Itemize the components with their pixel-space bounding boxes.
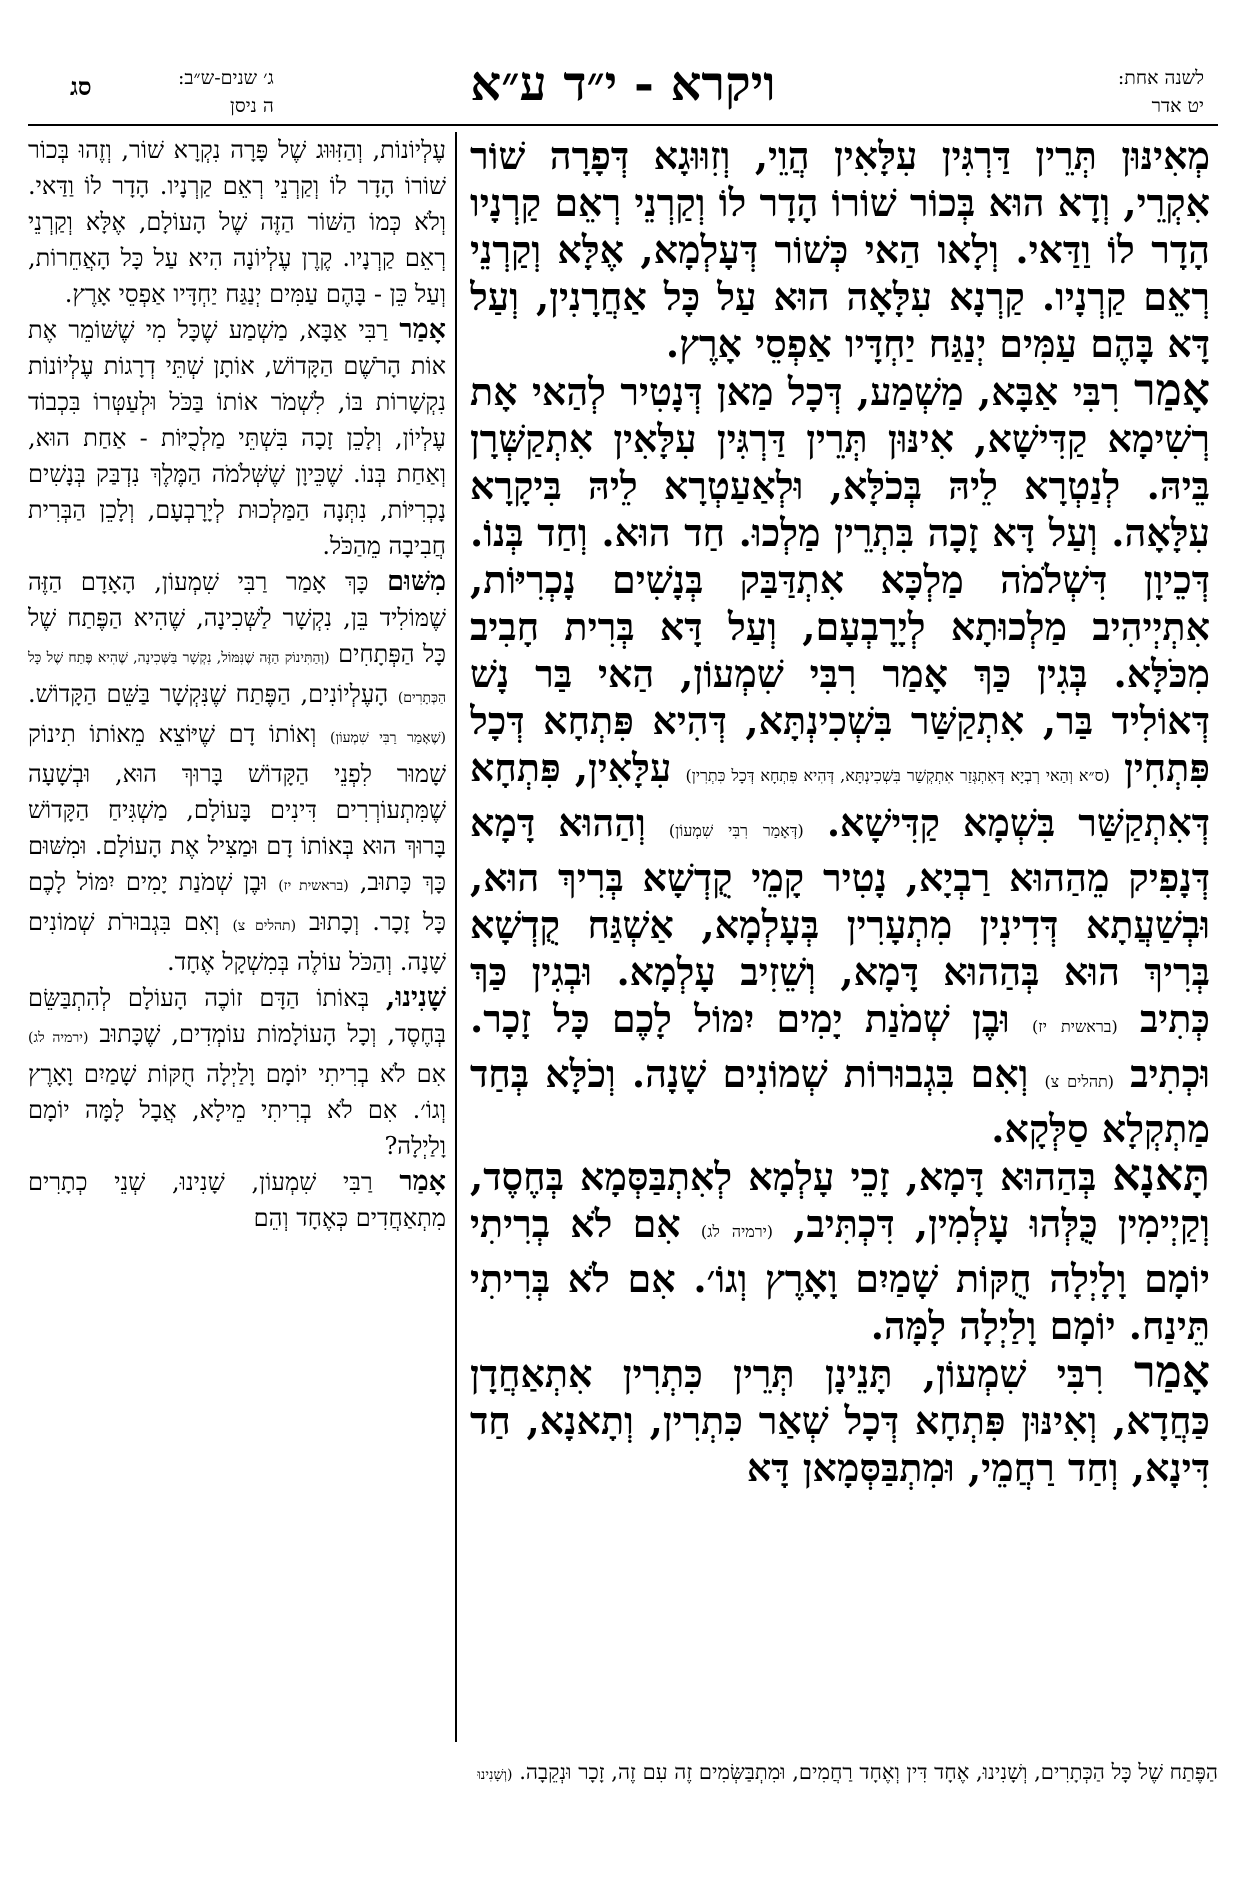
schedule-label-three-years: ג׳ שנים-ש״ב: <box>178 67 274 89</box>
daily-schedule-left <box>178 64 274 120</box>
page-title: ויקרא - י״ד ע״א <box>470 56 776 112</box>
attribution-note: (שֶׁאָמַר רַבִּי שִׁמְעוֹן) <box>330 730 446 746</box>
variant-note: (ס״א וְהַאי רְבְיָא דְּאִתְגְּזַר אִתְקְשַׁר בִּשְׁכִינְתָּא, דְּהִיא פִּתְחָא דְּכָל כִּתְרִין) <box>685 766 1110 785</box>
verse-reference: (בראשית יז) <box>1032 1017 1118 1036</box>
page-number: סג <box>70 72 92 101</box>
main-paragraph-1: מְאִינּוּן תְּרֵין דַּרְגִּין עִלָּאִין הֲוֵי, וְזִוּוּגָא דְּפָרָה שׁוֹר אִקְרֵי, וְדָא הוּא בְּכוֹר שׁוֹרוֹ הָדָר לוֹ וְקַרְנֵי רְאֵם קַרְנָיו הָדָר לוֹ וַדַּאי. וְלָאו הַאי כְּשׁוֹר דְּעָלְמָא, אֶלָּא וְקַרְנֵי רְאֵם קַרְנָיו. קַרְנָא עִלָּאָה הוּא עַל כָּל אַחֲרָנִין, וְעַל דָּא בָּהֶם עַמִּים יְנַגַּח יַחְדָּיו אַפְסֵי אָרֶץ. <box>470 133 1210 366</box>
side-paragraph-1: עֶלְיוֹנוֹת, וְהַזִּוּוּג שֶׁל פָּרָה נִקְרָא שׁוֹר, וְזֶהוּ בְּכוֹר שׁוֹרוֹ הָדָר לוֹ וְקַרְנֵי רְאֵם קַרְנָיו. הָדָר לוֹ וַדַּאי. וְלֹא כְּמוֹ הַשּׁוֹר הַזֶּה שֶׁל הָעוֹלָם, אֶלָּא וְקַרְנֵי רְאֵם קַרְנָיו. קֶרֶן עֶלְיוֹנָה הִיא עַל כָּל הָאֲחֵרוֹת, וְעַל כֵּן - בָּהֶם עַמִּים יְנַגַּח יַחְדָּיו אַפְסֵי אָרֶץ. <box>28 136 446 308</box>
side-paragraph-4: שָׁנִינוּ, בְּאוֹתוֹ הַדָּם זוֹכֶה הָעוֹלָם לְהִתְבַּשֵּׂם בְּחֶסֶד, וְכָל הָעוֹלָמוֹת עוֹמְדִים, שֶׁכָּתוּב (ירמיה לג) אִם לֹא בְרִיתִי יוֹמָם וָלַיְלָה חֻקּוֹת שָׁמַיִם וָאָרֶץ וְגוֹ׳. אִם לֹא בְרִיתִי מֵילָא, אֲבָל לָמָּה יוֹמָם וָלַיְלָה? <box>28 982 446 1160</box>
footer-text: הַפֶּתַח שֶׁל כָּל הַכְּתָרִים, וְשָׁנִינוּ, אֶחָד דִּין וְאֶחָד רַחֲמִים, וּמִתְבַּשְּׂמִים זֶה עִם זֶה, זָכָר וּנְקֵבָה. <box>519 1760 1218 1784</box>
column-divider <box>455 132 457 1742</box>
schedule-label-one-year: לשנה אחת: <box>1117 67 1204 89</box>
main-paragraph-4: אָמַר רִבִּי שִׁמְעוֹן, תָּנֵינָן תְּרֵין כִּתְרִין אִתְאַחֲדָן כַּחֲדָא, וְאִינּוּן פִּתְחָא דְּכָל שְׁאַר כִּתְרִין, וְתָאנָא, חַד דִּינָא, וְחַד רַחֲמֵי, וּמִתְבַּסְּמָאן דָּא <box>470 1347 1210 1490</box>
paragraph-opener: שָׁנִינוּ, <box>385 982 446 1013</box>
footer-continuation <box>28 1756 1218 1791</box>
side-paragraph-5: אָמַר רַבִּי שִׁמְעוֹן, שָׁנִינוּ, שְׁנֵי כְתָרִים מִתְאַחֲדִים כְּאֶחָד וְהֵם <box>28 1166 446 1232</box>
attribution-note: (דְּאָמַר רִבִּי שִׁמְעוֹן) <box>668 821 804 840</box>
aramaic-main-column <box>470 132 1210 1747</box>
verse-reference: (ירמיה לג) <box>700 1222 774 1241</box>
main-paragraph-3: תָּאנָא בְּהַהוּא דָּמָא, זָכֵי עָלְמָא לְאִתְבַּסְּמָא בְּחֶסֶד, וְקַיְימִין כֻּלְּהוּ עָלְמִין, דִּכְתִּיב, (ירמיה לג) אִם לֹא בְרִיתִי יוֹמָם וָלָיְלָה חֻקּוֹת שָׁמַיִם וָאָרֶץ וְגוֹ׳. אִם לֹא בְּרִיתִי תֵּינַח. יוֹמָם וָלַיְלָה לָמָּה. <box>470 1150 1210 1348</box>
variant-note: (וְהַתִּינוֹק הַזֶּה שֶׁנִּמּוֹל, נִקְשָׁר בַּשְּׁכִינָה, שֶׁהִיא פֶּתַח שֶׁל כָּל הַכְּתָרִים) <box>28 650 446 706</box>
verse-reference: (תהלים צ) <box>232 918 297 934</box>
hebrew-translation-column <box>28 132 446 1747</box>
schedule-date-one-year: יט אדר <box>1151 95 1204 117</box>
side-paragraph-3: מִשּׁוּם כָּךְ אָמַר רַבִּי שִׁמְעוֹן, הָאָדָם הַזֶּה שֶׁמּוֹלִיד בֵּן, נִקְשָׁר לַשְּׁכִינָה, שֶׁהִיא הַפֶּתַח שֶׁל כָּל הַפְּתָחִים (וְהַתִּינוֹק הַזֶּה שֶׁנִּמּוֹל, נִקְשָׁר בַּשְּׁכִינָה, שֶׁהִיא פֶּתַח שֶׁל כָּל הַכְּתָרִים) הָעֶלְיוֹנִים, הַפֶּתַח שֶׁנִּקְשָׁר בַּשֵּׁם הַקָּדוֹשׁ. (שֶׁאָמַר רַבִּי שִׁמְעוֹן) וְאוֹתוֹ דָם שֶׁיּוֹצֵא מֵאוֹתוֹ תִינוֹק שָׁמוּר לִפְנֵי הַקָּדוֹשׁ בָּרוּךְ הוּא, וּבְשָׁעָה שֶׁמִּתְעוֹרְרִים דִּינִים בָּעוֹלָם, מַשְׁגִּיחַ הַקָּדוֹשׁ בָּרוּךְ הוּא בְּאוֹתוֹ דָם וּמַצִּיל אֶת הָעוֹלָם. וּמִשּׁוּם כָּךְ כָּתוּב, (בראשית יז) וּבֶן שְׁמֹנַת יָמִים יִמּוֹל לָכֶם כָּל זָכָר. וְכָתוּב (תהלים צ) וְאִם בִּגְבוּרֹת שְׁמוֹנִים שָׁנָה. וְהַכֹּל עוֹלֶה בְּמִשְׁקָל אֶחָד. <box>28 566 446 976</box>
page-header <box>28 50 1218 130</box>
verse-reference: (תהלים צ) <box>1044 1072 1115 1091</box>
paragraph-opener: אָמַר <box>399 1166 446 1197</box>
header-rule <box>28 124 1218 126</box>
paragraph-opener: אָמַר <box>399 314 446 345</box>
footer-catchword: (וְשָׁנִינוּ <box>477 1767 513 1783</box>
verse-reference: (בראשית יז) <box>278 878 349 894</box>
side-paragraph-2: אָמַר רַבִּי אַבָּא, מַשְׁמַע שֶׁכָּל מִי שֶׁשּׁוֹמֵר אֶת אוֹת הָרֹשֶׁם הַקָּדוֹשׁ, אוֹתָן שְׁתֵּי דְרָגוֹת עֶלְיוֹנוֹת נִקְשָׁרוֹת בּוֹ, לִשְׁמֹר אוֹתוֹ בַּכֹּל וּלְעַטְּרוֹ בִּכְבוֹד עֶלְיוֹן, וְלָכֵן זָכָה בִּשְׁתֵּי מַלְכֻיּוֹת - אַחַת הוּא, וְאַחַת בְּנוֹ. שֶׁכֵּיוָן שֶׁשְּׁלֹמֹה הַמֶּלֶךְ נִדְבַּק בְּנָשִׁים נָכְרִיּוֹת, נִתְּנָה הַמַּלְכוּת לְיָרָבְעָם, וְלָכֵן הַבְּרִית חֲבִיבָה מֵהַכֹּל. <box>28 314 446 560</box>
paragraph-opener: אָמַר <box>1134 1347 1210 1398</box>
main-paragraph-2: אָמַר רִבִּי אַבָּא, מַשְׁמַע, דְּכָל מַאן דְּנָטִיר לְהַאי אָת רְשִׁימָא קַדִּישָׁא, אִינּוּן תְּרֵין דַּרְגִּין עִלָּאִין אִתְקַשְּׁרָן בֵּיהּ. לְנַטְרָא לֵיהּ בְּכֹלָּא, וּלְאַעַטְרָא לֵיהּ בִּיקָרָא עִלָּאָה. וְעַל דָּא זָכָה בִּתְרֵין מַלְכוּ. חַד הוּא. וְחַד בְּנוֹ. דְּכֵיוָן דִּשְׁלֹמֹה מַלְכָּא אִתְדַּבַּק בְּנָשִׁים נָכְרִיּוֹת, אִתְיְיהִיב מַלְכוּתָא לְיָרָבְעָם, וְעַל דָּא בְּרִית חָבִיב מִכֹּלָּא. בְּגִין כַּךְ אָמַר רִבִּי שִׁמְעוֹן, הַאי בַּר נָשׁ דְּאוֹלִיד בַּר, אִתְקַשַּׁר בִּשְׁכִינְתָּא, דְּהִיא פִּתְחָא דְּכָל פִּתְחִין (ס״א וְהַאי רְבְיָא דְּאִתְגְּזַר אִתְקְשַׁר בִּשְׁכִינְתָּא, דְּהִיא פִּתְחָא דְּכָל כִּתְרִין) עִלָּאִין, פִּתְחָא דְּאִתְקַשַּׁר בִּשְׁמָא קַדִּישָׁא. (דְּאָמַר רִבִּי שִׁמְעוֹן) וְהַהוּא דָּמָא דְּנָפִיק מֵהַהוּא רַבְיָא, נָטִיר קָמֵי קֻדְשָׁא בְּרִיךְ הוּא, וּבְשַׁעֲתָא דְּדִינִין מִתְעָרִין בְּעָלְמָא, אַשְׁגַּח קֻדְשָׁא בְּרִיךְ הוּא בְּהַהוּא דָּמָא, וְשֵׁזִיב עָלְמָא. וּבְגִין כַּךְ כְּתִיב (בראשית יז) וּבֶן שְׁמֹנַת יָמִים יִמּוֹל לָכֶם כָּל זָכָר. וּכְתִיב (תהלים צ) וְאִם בִּגְבוּרוֹת שְׁמוֹנִים שָׁנָה. וְכֹלָּא בְּחַד מַתְקְלָא סַלְּקָא. <box>470 365 1210 1151</box>
paragraph-opener: תָּאנָא <box>1112 1150 1210 1201</box>
verse-reference: (ירמיה לג) <box>28 1030 89 1046</box>
schedule-date-three-years: ה ניסן <box>230 95 274 117</box>
paragraph-opener: אָמַר <box>1134 365 1210 416</box>
paragraph-opener: מִשּׁוּם <box>387 566 446 597</box>
